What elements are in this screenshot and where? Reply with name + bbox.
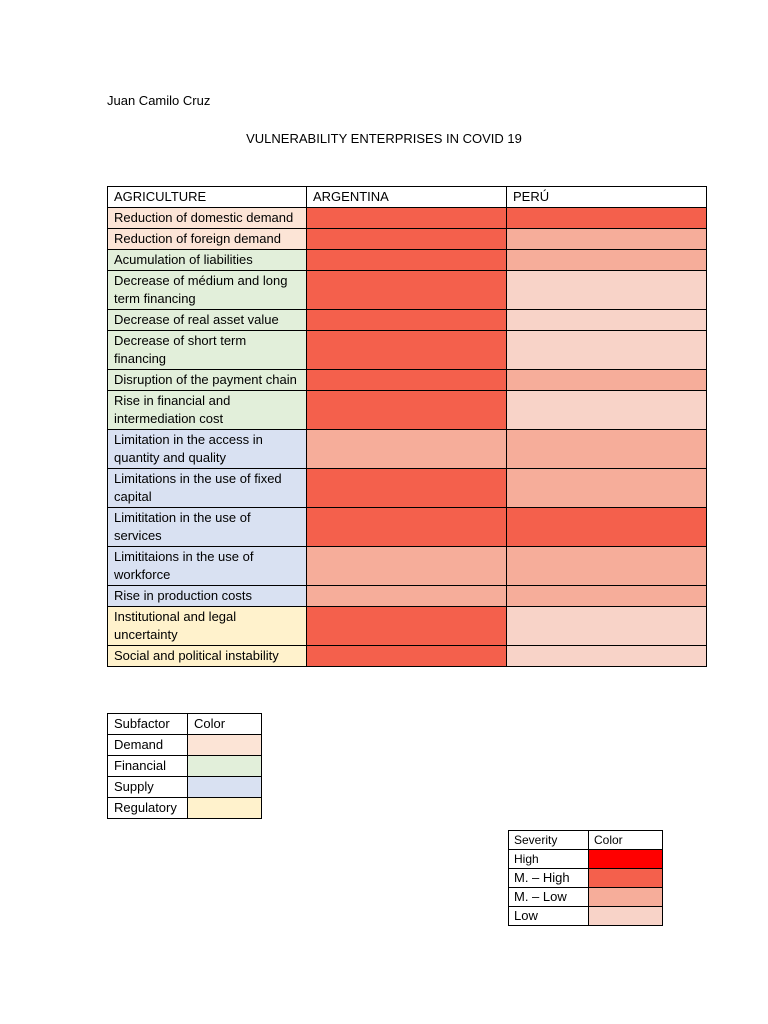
table-row <box>108 735 262 756</box>
peru-severity-cell <box>507 391 707 430</box>
peru-severity-cell <box>507 469 707 508</box>
argentina-severity-cell <box>307 586 507 607</box>
peru-severity-cell <box>507 331 707 370</box>
table-row <box>108 586 707 607</box>
table-header-row <box>108 187 707 208</box>
table-row <box>509 869 663 888</box>
table-row <box>108 250 707 271</box>
argentina-severity-cell <box>307 370 507 391</box>
header-subfactor: Subfactor <box>108 714 188 735</box>
argentina-severity-cell <box>307 310 507 331</box>
table-row <box>108 777 262 798</box>
argentina-severity-cell <box>307 547 507 586</box>
table-row <box>108 331 707 370</box>
peru-severity-cell <box>507 547 707 586</box>
table-row <box>108 310 707 331</box>
factor-cell: Decrease of médium and long term financing <box>108 271 307 310</box>
header-severity: Severity <box>509 831 589 850</box>
severity-label: High <box>509 850 589 869</box>
table-row <box>108 370 707 391</box>
table-header-row <box>509 831 663 850</box>
severity-color-swatch <box>589 869 663 888</box>
peru-severity-cell <box>507 370 707 391</box>
table-row <box>509 850 663 869</box>
table-row <box>509 907 663 926</box>
author-name: Juan Camilo Cruz <box>107 93 211 108</box>
argentina-severity-cell <box>307 430 507 469</box>
peru-severity-cell <box>507 310 707 331</box>
argentina-severity-cell <box>307 229 507 250</box>
subfactor-color-swatch <box>188 756 262 777</box>
factor-cell: Disruption of the payment chain <box>108 370 307 391</box>
factor-cell: Limititation in the use of services <box>108 508 307 547</box>
subfactor-label: Regulatory <box>108 798 188 819</box>
table-row <box>108 547 707 586</box>
peru-severity-cell <box>507 208 707 229</box>
peru-severity-cell <box>507 250 707 271</box>
table-row <box>108 391 707 430</box>
argentina-severity-cell <box>307 646 507 667</box>
peru-severity-cell <box>507 607 707 646</box>
peru-severity-cell <box>507 646 707 667</box>
vulnerability-table <box>107 186 707 667</box>
subfactor-legend-table <box>107 713 262 819</box>
severity-label: M. – High <box>509 869 589 888</box>
peru-severity-cell <box>507 271 707 310</box>
argentina-severity-cell <box>307 469 507 508</box>
header-color: Color <box>589 831 663 850</box>
table-row <box>108 508 707 547</box>
factor-cell: Social and political instability <box>108 646 307 667</box>
argentina-severity-cell <box>307 607 507 646</box>
factor-cell: Decrease of short term financing <box>108 331 307 370</box>
header-argentina: ARGENTINA <box>307 187 507 208</box>
peru-severity-cell <box>507 229 707 250</box>
table-row <box>108 798 262 819</box>
table-row <box>108 756 262 777</box>
table-row <box>108 430 707 469</box>
table-row <box>108 469 707 508</box>
severity-color-swatch <box>589 888 663 907</box>
factor-cell: Rise in production costs <box>108 586 307 607</box>
factor-cell: Institutional and legal uncertainty <box>108 607 307 646</box>
factor-cell: Rise in financial and intermediation cost <box>108 391 307 430</box>
subfactor-color-swatch <box>188 777 262 798</box>
factor-cell: Limititaions in the use of workforce <box>108 547 307 586</box>
severity-label: M. – Low <box>509 888 589 907</box>
factor-cell: Limitations in the use of fixed capital <box>108 469 307 508</box>
subfactor-label: Demand <box>108 735 188 756</box>
peru-severity-cell <box>507 586 707 607</box>
peru-severity-cell <box>507 508 707 547</box>
argentina-severity-cell <box>307 331 507 370</box>
severity-label: Low <box>509 907 589 926</box>
table-row <box>108 208 707 229</box>
factor-cell: Limitation in the access in quantity and quality <box>108 430 307 469</box>
header-color: Color <box>188 714 262 735</box>
table-row <box>108 229 707 250</box>
severity-legend-table <box>508 830 663 926</box>
table-row <box>108 646 707 667</box>
table-header-row <box>108 714 262 735</box>
table-row <box>509 888 663 907</box>
factor-cell: Reduction of domestic demand <box>108 208 307 229</box>
subfactor-color-swatch <box>188 798 262 819</box>
subfactor-color-swatch <box>188 735 262 756</box>
argentina-severity-cell <box>307 250 507 271</box>
severity-color-swatch <box>589 850 663 869</box>
argentina-severity-cell <box>307 208 507 229</box>
header-peru: PERÚ <box>507 187 707 208</box>
header-agriculture: AGRICULTURE <box>108 187 307 208</box>
subfactor-label: Supply <box>108 777 188 798</box>
subfactor-label: Financial <box>108 756 188 777</box>
argentina-severity-cell <box>307 508 507 547</box>
severity-color-swatch <box>589 907 663 926</box>
factor-cell: Decrease of real asset value <box>108 310 307 331</box>
peru-severity-cell <box>507 430 707 469</box>
factor-cell: Acumulation of liabilities <box>108 250 307 271</box>
table-row <box>108 271 707 310</box>
argentina-severity-cell <box>307 271 507 310</box>
table-row <box>108 607 707 646</box>
factor-cell: Reduction of foreign demand <box>108 229 307 250</box>
document-title: VULNERABILITY ENTERPRISES IN COVID 19 <box>246 131 522 146</box>
argentina-severity-cell <box>307 391 507 430</box>
